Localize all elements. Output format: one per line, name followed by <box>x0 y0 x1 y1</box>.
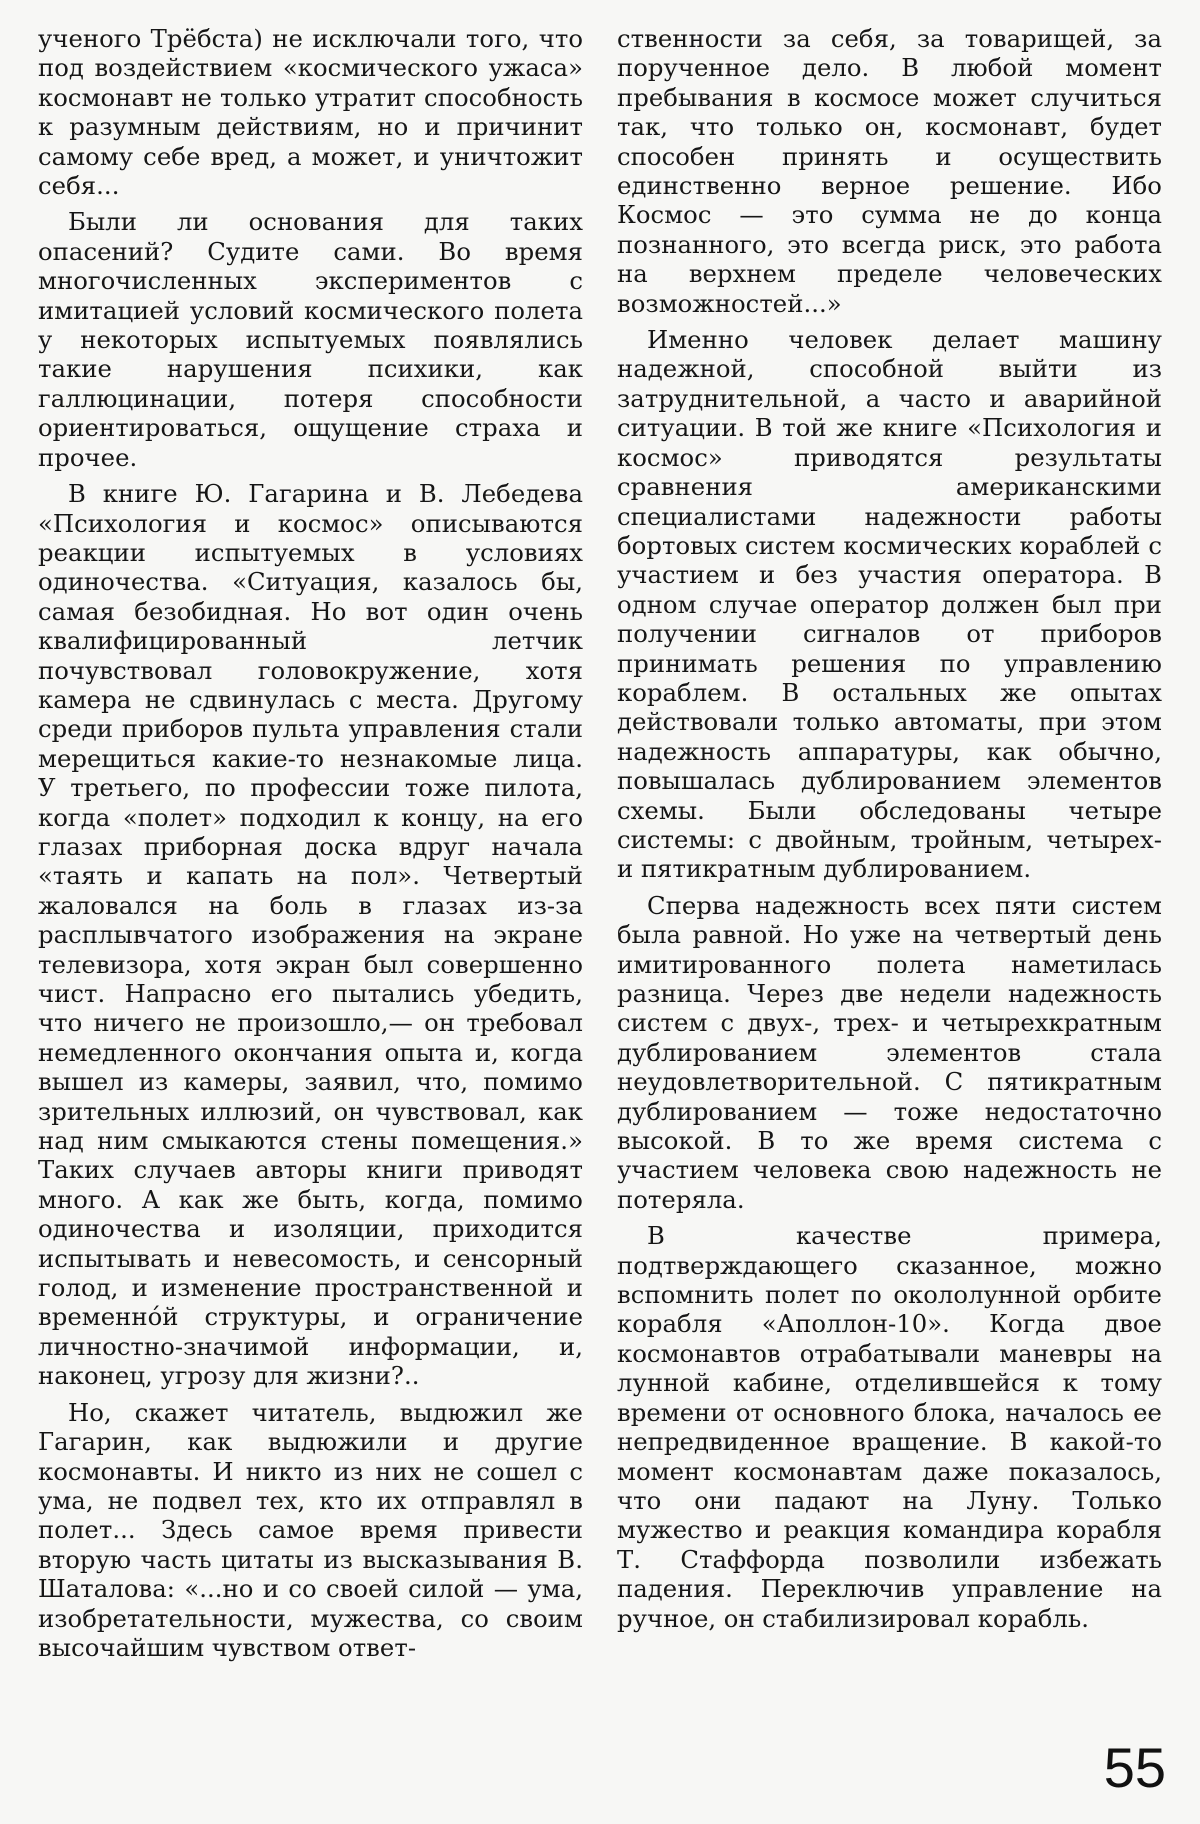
paragraph-left-4: Но, скажет читатель, выдюжил же Гагарин, как выдюжили и другие космонавты. И никто из них не сошел с ума, не подвел тех, кто их отправлял в полет... Здесь самое время привести вторую часть цитаты из высказывания В. Шаталова: «...но и со своей силой — ума, изобретательности, мужества, со своим высочайшим чувством ответ- <box>38 1397 583 1662</box>
page-number: 55 <box>1103 1736 1166 1799</box>
paragraph-right-1: ственности за себя, за товарищей, за порученное дело. В любой момент пребывания в космосе может случиться так, что только он, космонавт, будет способен принять и осуществить единственно верное решение. Ибо Космос — это сумма не до конца познанного, это всегда риск, это работа на верхнем пределе человеческих возможностей...» <box>617 24 1162 318</box>
paragraph-left-1: ученого Трёбста) не исключали того, что под воздействием «космического ужаса» космонавт не только утратит способность к разумным действиям, но и причинит самому себе вред, а может, и уничтожит себя... <box>38 24 583 201</box>
left-column <box>38 24 583 1662</box>
paragraph-right-4: В качестве примера, подтверждающего сказанное, можно вспомнить полет по окололунной орбите корабля «Аполлон-10». Когда двое космонавтов отрабатывали маневры на лунной кабине, отделившейся к тому времени от основного блока, началось ее непредвиденное вращение. В какой-то момент космонавтам даже показалось, что они падают на Луну. Только мужество и реакция командира корабля Т. Стаффорда позволили избежать падения. Переключив управление на ручное, он стабилизировал корабль. <box>617 1221 1162 1633</box>
paragraph-right-2: Именно человек делает машину надежной, способной выйти из затруднительной, а часто и аварийной ситуации. В той же книге «Психология и космос» приводятся результаты сравнения американскими специалистами надежности работы бортовых систем космических кораблей с участием и без участия оператора. В одном случае оператор должен был при получении сигналов от приборов принимать решения по управлению кораблем. В остальных же опытах действовали только автоматы, при этом надежность аппаратуры, как обычно, повышалась дублированием элементов схемы. Были обследованы четыре системы: с двойным, тройным, четырех- и пятикратным дублированием. <box>617 325 1162 884</box>
right-column <box>617 24 1162 1633</box>
paragraph-left-2: Были ли основания для таких опасений? Судите сами. Во время многочисленных экспериментов с имитацией условий космического полета у некоторых испытуемых появлялись такие нарушения психики, как галлюцинации, потеря способности ориентироваться, ощущение страха и прочее. <box>38 207 583 472</box>
paragraph-right-3: Сперва надежность всех пяти систем была равной. Но уже на четвертый день имитированного полета наметилась разница. Через две недели надежность систем с двух-, трех- и четырехкратным дублированием элементов стала неудовлетворительной. С пятикратным дублированием — тоже недостаточно высокой. В то же время система с участием человека свою надежность не потеряла. <box>617 890 1162 1214</box>
paragraph-left-3: В книге Ю. Гагарина и В. Лебедева «Психология и космос» описываются реакции испытуемых в условиях одиночества. «Ситуация, казалось бы, самая безобидная. Но вот один очень квалифицированный летчик почувствовал головокружение, хотя камера не сдвинулась с места. Другому среди приборов пульта управления стали мерещиться какие-то незнакомые лица. У третьего, по профессии тоже пилота, когда «полет» подходил к концу, на его глазах приборная доска вдруг начала «таять и капать на пол». Четвертый жаловался на боль в глазах из-за расплывчатого изображения на экране телевизора, хотя экран был совершенно чист. Напрасно его пытались убедить, что ничего не произошло,— он требовал немедленного окончания опыта и, когда вышел из камеры, заявил, что, помимо зрительных иллюзий, он чувствовал, как над ним смыкаются стены помещения.» Таких случаев авторы книги приводят много. А как же быть, когда, помимо одиночества и изоляции, приходится испытывать и невесомость, и сенсорный голод, и изменение пространственной и временнóй структуры, и ограничение личностно-значимой информации, и, наконец, угрозу для жизни?.. <box>38 479 583 1391</box>
